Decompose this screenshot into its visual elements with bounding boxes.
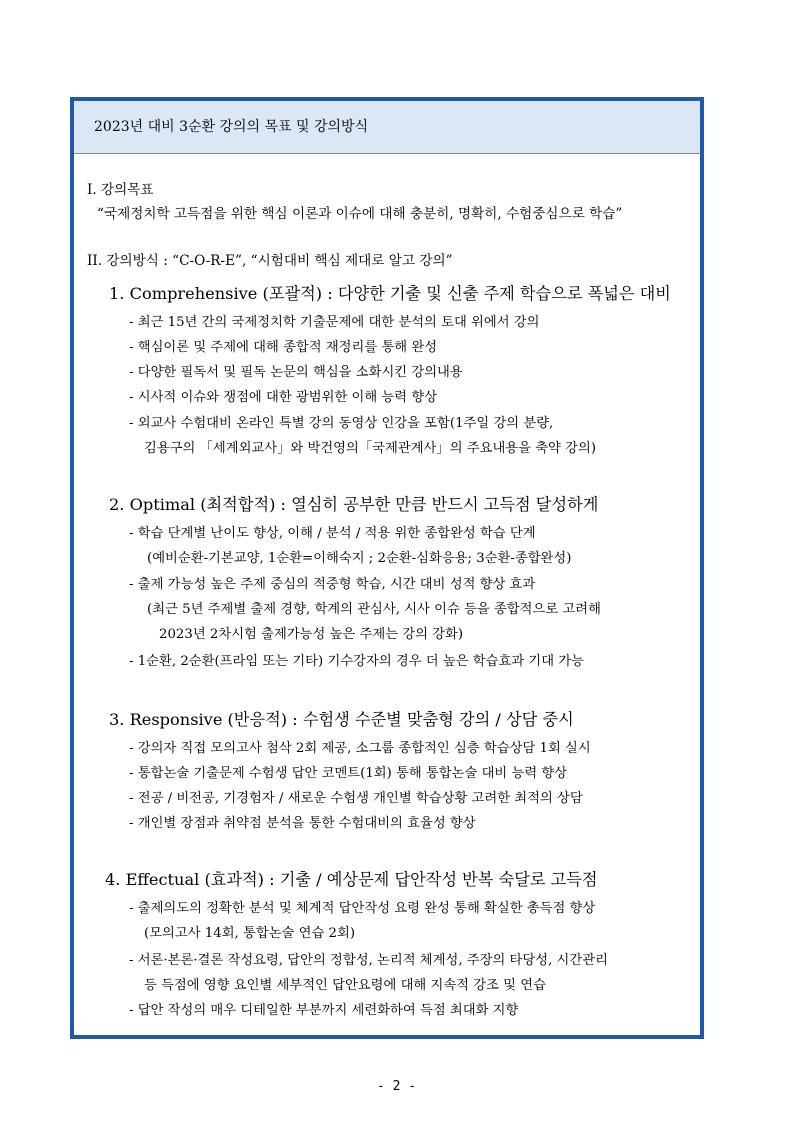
optimal-title: 2. Optimal (최적합적) : 열심히 공부한 만큼 반드시 고득점 달성하게 [109,495,599,514]
list-item: - 전공 / 비전공, 기경험자 / 새로운 수험생 개인별 학습상황 고려한 최적의 상담 [129,791,583,806]
list-item: - 최근 15년 간의 국제정치학 기출문제에 대한 분석의 토대 위에서 강의 [129,315,540,330]
section-2-heading: II. 강의방식 : “C-O-R-E”, “시험대비 핵심 제대로 알고 강의” [87,253,453,269]
box-title: 2023년 대비 3순환 강의의 목표 및 강의방식 [94,119,369,135]
page-number: - 2 - [376,1079,417,1094]
list-item: - 1순환, 2순환(프라임 또는 기타) 기수강자의 경우 더 높은 학습효과 기대 가능 [129,654,585,669]
box-header [74,101,700,154]
responsive-title: 3. Responsive (반응적) : 수험생 수준별 맞춤형 강의 / 상담 중시 [109,710,574,729]
comprehensive-title: 1. Comprehensive (포괄적) : 다양한 기출 및 신출 주제 학습으로 폭넓은 대비 [109,284,671,303]
list-item: - 시사적 이슈와 쟁점에 대한 광범위한 이해 능력 향상 [129,390,438,405]
list-item: - 개인별 장점과 취약점 분석을 통한 수험대비의 효율성 향상 [129,816,476,831]
list-item: - 다양한 필독서 및 필독 논문의 핵심을 소화시킨 강의내용 [129,365,463,380]
list-item: - 핵심이론 및 주제에 대해 종합적 재정리를 통해 완성 [129,340,438,355]
content-box [70,97,704,1039]
list-item-continued: (예비순환-기본교양, 1순환=이해숙지 ; 2순환-심화응용; 3순환-종합완성) [147,551,572,566]
section-1-heading: I. 강의목표 [87,182,154,198]
effectual-title: 4. Effectual (효과적) : 기출 / 예상문제 답안작성 반복 숙달로 고득점 [105,870,598,889]
list-item: - 외교사 수험대비 온라인 특별 강의 동영상 인강을 포함(1주일 강의 분량, [129,416,554,431]
list-item-continued: 등 득점에 영향 요인별 세부적인 답안요령에 대해 지속적 강조 및 연습 [144,978,546,993]
list-item-continued: 김용구의 「세계외교사」와 박건영의「국제관계사」의 주요내용을 축약 강의) [144,441,597,456]
list-item: - 출제의도의 정확한 분석 및 체계적 답안작성 요령 완성 통해 확실한 총득점 향상 [129,901,596,916]
list-item: - 강의자 직접 모의고사 첨삭 2회 제공, 소그룹 종합적인 심층 학습상담 1회 실시 [129,741,591,756]
list-item: - 학습 단계별 난이도 향상, 이해 / 분석 / 적용 위한 종합완성 학습 단계 [129,526,536,541]
list-item: - 답안 작성의 매우 디테일한 부분까지 세련화하여 득점 최대화 지향 [129,1003,519,1018]
list-item: - 출제 가능성 높은 주제 중심의 적중형 학습, 시간 대비 성적 향상 효과 [129,577,536,592]
list-item-continued: (모의고사 14회, 통합논술 연습 2회) [144,926,356,941]
list-item: - 서론·본론·결론 작성요령, 답안의 정합성, 논리적 체계성, 주장의 타당성, 시간관리 [129,953,608,968]
list-item: - 통합논술 기출문제 수험생 답안 코멘트(1회) 통해 통합논술 대비 능력 향상 [129,766,568,781]
list-item-continued: 2023년 2차시험 출제가능성 높은 주제는 강의 강화) [159,627,464,642]
list-item-continued: (최근 5년 주제별 출제 경향, 학계의 관심사, 시사 이슈 등을 종합적으로 고려해 [147,602,601,617]
section-1-text: “국제정치학 고득점을 위한 핵심 이론과 이슈에 대해 충분히, 명확히, 수험중심으로 학습” [97,206,623,222]
